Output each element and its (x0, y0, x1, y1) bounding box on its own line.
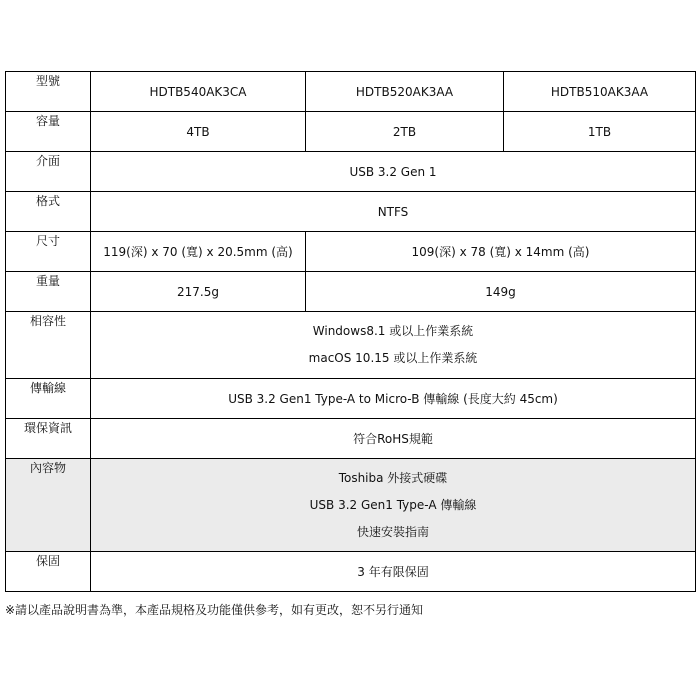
label-compatibility: 相容性 (6, 312, 91, 379)
row-format (6, 192, 696, 232)
contents-line: Toshiba 外接式硬碟 (338, 471, 448, 485)
compatibility-line: macOS 10.15 或以上作業系統 (308, 351, 478, 365)
label-cable: 傳輸線 (6, 379, 91, 419)
row-warranty (6, 552, 696, 592)
format-value: NTFS (91, 192, 696, 232)
weight-value: 217.5g (91, 272, 306, 312)
label-warranty: 保固 (6, 552, 91, 592)
contents-line: 快速安裝指南 (356, 525, 429, 539)
spec-table (5, 71, 696, 592)
contents-value (91, 459, 696, 552)
compatibility-line: Windows8.1 或以上作業系統 (312, 324, 474, 338)
model-value: HDTB520AK3AA (306, 72, 504, 112)
capacity-value: 2TB (306, 112, 504, 152)
capacity-value: 1TB (504, 112, 696, 152)
row-environment (6, 419, 696, 459)
model-value: HDTB540AK3CA (91, 72, 306, 112)
row-compatibility (6, 312, 696, 379)
label-weight: 重量 (6, 272, 91, 312)
label-interface: 介面 (6, 152, 91, 192)
footnote: ※請以產品說明書為準，本產品規格及功能僅供參考，如有更改，恕不另行通知 (5, 603, 424, 617)
dimensions-value: 119(深) x 70 (寬) x 20.5mm (高) (91, 232, 306, 272)
environment-value: 符合RoHS規範 (91, 419, 696, 459)
cable-value: USB 3.2 Gen1 Type-A to Micro-B 傳輸線 (長度大約 45cm) (91, 379, 696, 419)
row-contents (6, 459, 696, 552)
label-capacity: 容量 (6, 112, 91, 152)
row-capacity (6, 112, 696, 152)
label-dimensions: 尺寸 (6, 232, 91, 272)
label-environment: 環保資訊 (6, 419, 91, 459)
row-interface (6, 152, 696, 192)
label-contents: 內容物 (6, 459, 91, 552)
warranty-value: 3 年有限保固 (91, 552, 696, 592)
label-model: 型號 (6, 72, 91, 112)
label-format: 格式 (6, 192, 91, 232)
row-cable (6, 379, 696, 419)
row-model (6, 72, 696, 112)
model-value: HDTB510AK3AA (504, 72, 696, 112)
row-dimensions (6, 232, 696, 272)
compatibility-value (91, 312, 696, 379)
weight-value: 149g (306, 272, 696, 312)
dimensions-value: 109(深) x 78 (寬) x 14mm (高) (306, 232, 696, 272)
contents-line: USB 3.2 Gen1 Type-A 傳輸線 (309, 498, 477, 512)
capacity-value: 4TB (91, 112, 306, 152)
row-weight (6, 272, 696, 312)
interface-value: USB 3.2 Gen 1 (91, 152, 696, 192)
